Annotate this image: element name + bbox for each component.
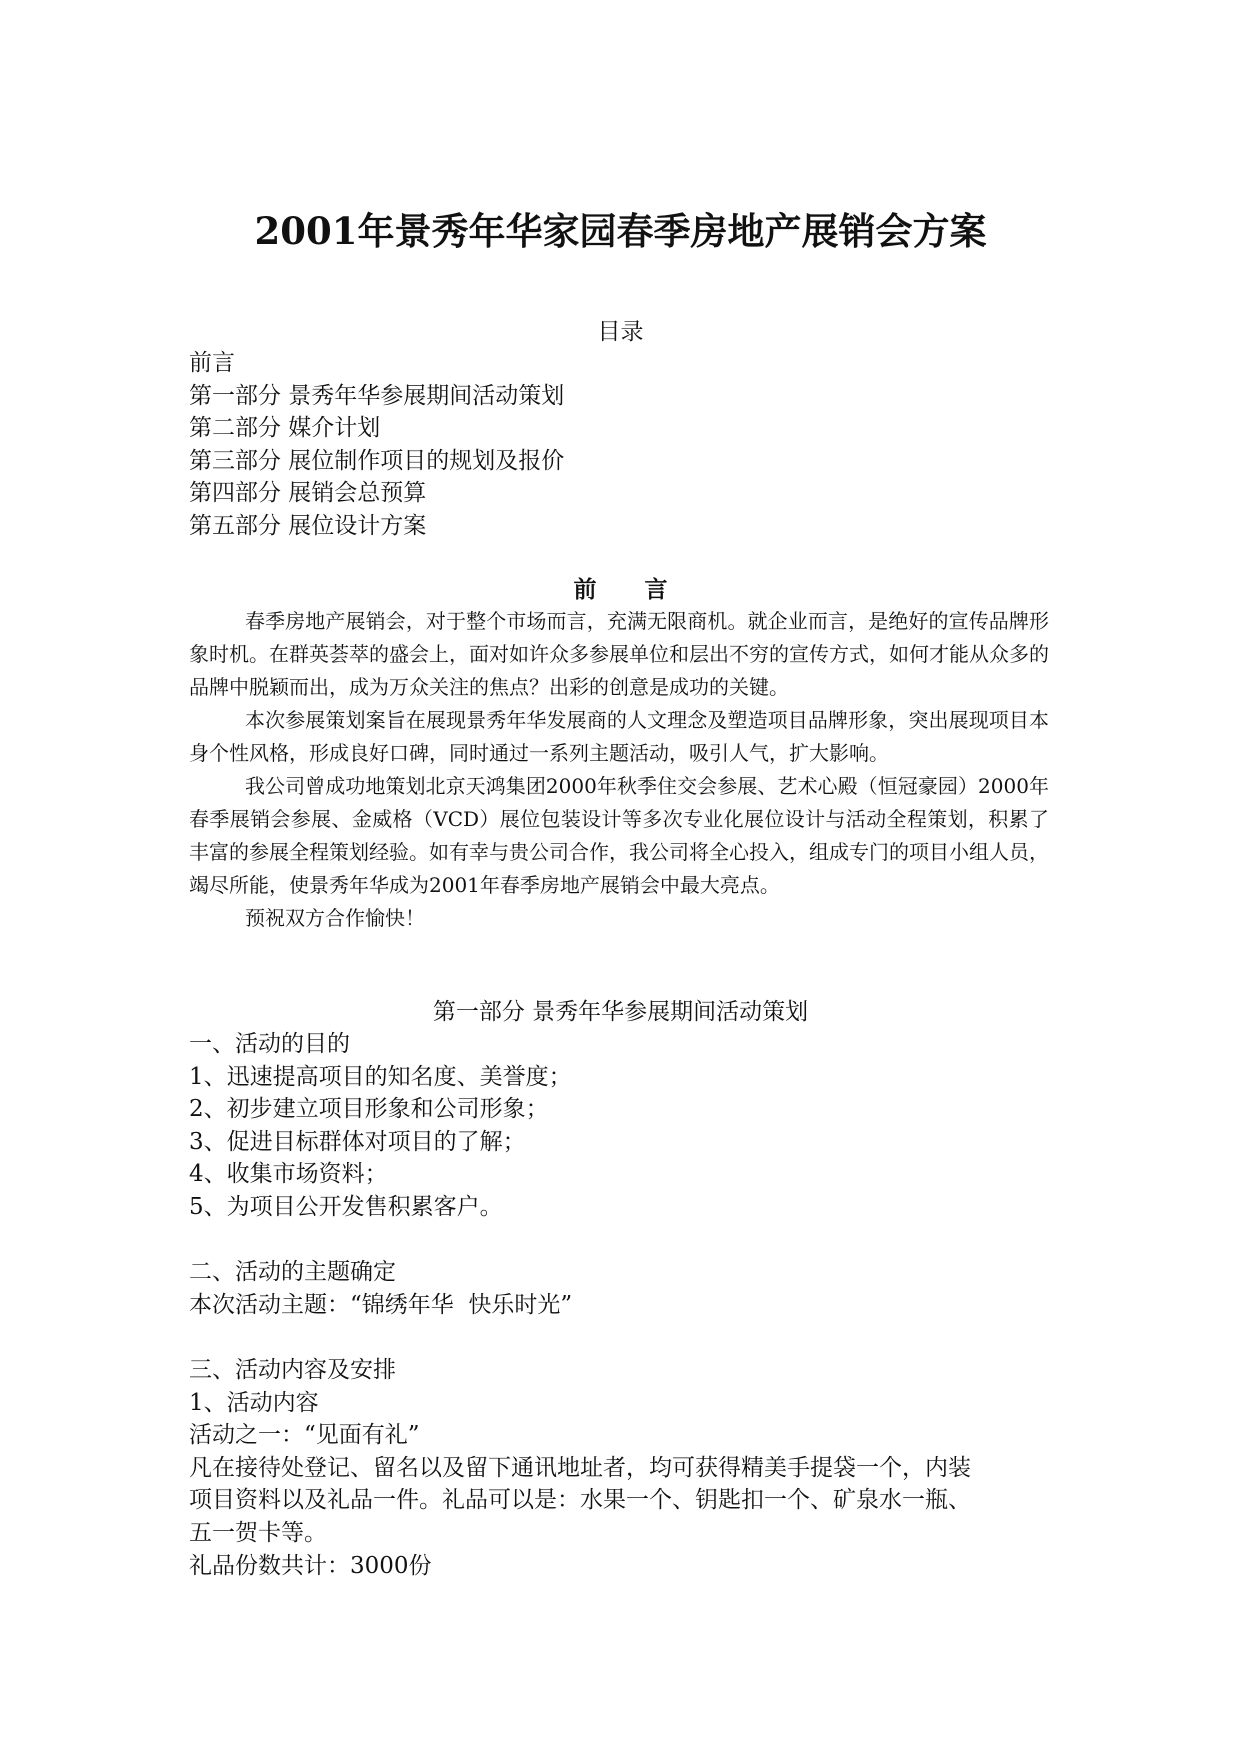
body-line: 项目资料以及礼品一件。礼品可以是：水果一个、钥匙扣一个、矿泉水一瓶、 [189,1487,971,1514]
list-item: 5、为项目公开发售积累客户。 [189,1193,503,1220]
toc-item: 第五部分 展位设计方案 [189,512,427,539]
preface-paragraph: 预祝双方合作愉快！ [245,906,425,930]
preface-heading: 前言 [573,576,716,603]
toc-item: 第三部分 展位制作项目的规划及报价 [189,447,565,474]
preface-paragraph: 我公司曾成功地策划北京天鸿集团2000年秋季住交会参展、艺术心殿（恒冠豪园）2000年春季展销会参展、金威格（VCD）展位包装设计等多次专业化展位设计与活动全程策划，积累了丰富的参展全程策划经验。如有幸与贵公司合作，我公司将全心投入，组成专门的项目小组人员，竭尽所能，使景秀年华成为2001年春季房地产展销会中最大亮点。 [189,774,1049,897]
toc-item: 第二部分 媒介计划 [189,415,381,441]
blank-line [189,1224,1059,1257]
document-title: 2001年景秀年华家园春季房地产展销会方案 [254,209,987,253]
section-heading: 一、活动的目的 [189,1031,350,1057]
blank-line [189,1321,1059,1354]
toc-heading: 目录 [597,319,644,345]
list-item: 3、促进目标群体对项目的了解； [189,1128,526,1155]
part1-title: 第一部分 景秀年华参展期间活动策划 [432,999,809,1025]
preface-body [189,605,1049,935]
body-line: 活动之一：“见面有礼” [189,1422,420,1449]
body-line: 本次活动主题：“锦绣年华 快乐时光” [189,1291,573,1318]
body-line: 五一贺卡等。 [189,1519,327,1546]
subsection-heading: 1、活动内容 [189,1389,319,1416]
table-of-contents [189,347,564,542]
section-heading: 三、活动内容及安排 [189,1356,396,1383]
section-heading: 二、活动的主题确定 [189,1259,396,1286]
body-line: 礼品份数共计：3000份 [189,1552,432,1579]
body-line: 凡在接待处登记、留名以及留下通讯地址者，均可获得精美手提袋一个，内装 [189,1454,971,1481]
preface-paragraph: 春季房地产展销会，对于整个市场而言，充满无限商机。就企业而言，是绝好的宣传品牌形象时机。在群英荟萃的盛会上，面对如许众多参展单位和层出不穷的宣传方式，如何才能从众多的品牌中脱颖而出，成为万众关注的焦点？出彩的创意是成功的关键。 [189,609,1049,699]
toc-item: 第四部分 展销会总预算 [189,480,427,506]
preface-paragraph: 本次参展策划案旨在展现景秀年华发展商的人文理念及塑造项目品牌形象，突出展现项目本身个性风格，形成良好口碑，同时通过一系列主题活动，吸引人气，扩大影响。 [189,708,1049,765]
toc-item: 前言 [189,350,235,376]
list-item: 1、迅速提高项目的知名度、美誉度； [189,1063,572,1090]
toc-item: 第一部分 景秀年华参展期间活动策划 [189,382,565,409]
list-item: 2、初步建立项目形象和公司形象； [189,1096,549,1123]
list-item: 4、收集市场资料； [189,1161,388,1188]
part1-body [189,1028,1059,1582]
